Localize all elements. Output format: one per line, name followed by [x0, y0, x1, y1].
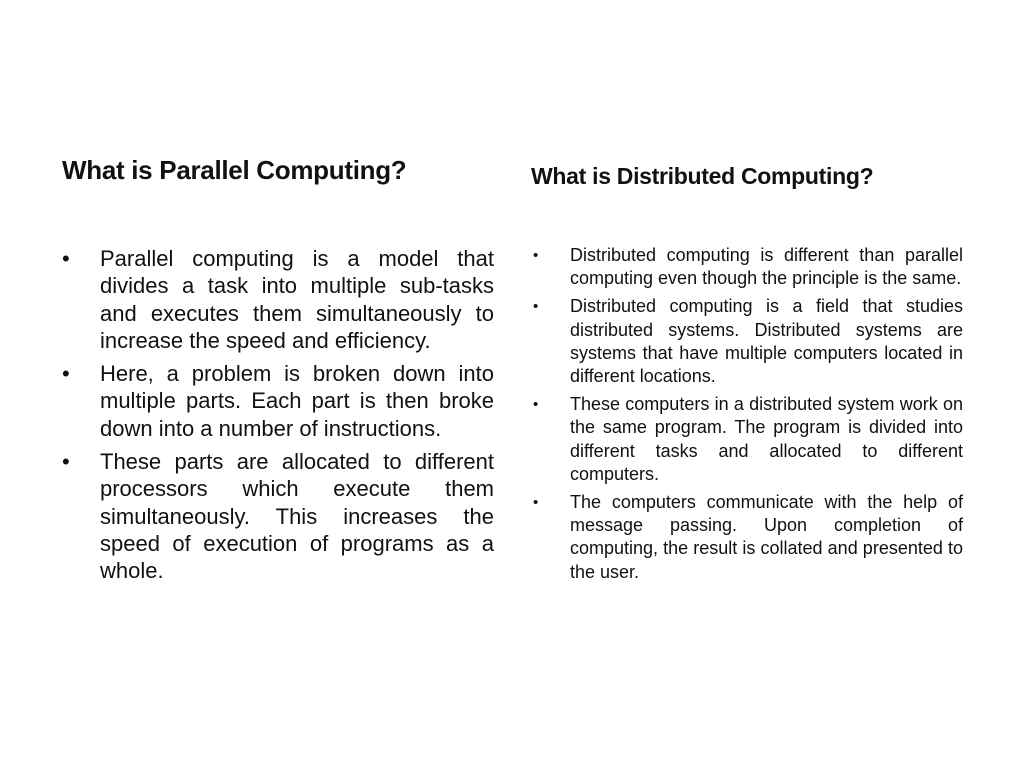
list-item: [62, 448, 494, 584]
distributed-computing-list: [531, 244, 963, 589]
bullet-icon: •: [533, 247, 539, 264]
list-item: [62, 245, 494, 354]
bullet-icon: •: [533, 494, 539, 512]
list-item-text: The computers communicate with the help of message passing. Upon completion of computing, the result is collated and presented to the user.: [570, 492, 963, 582]
list-item-text: These parts are allocated to different processors which execute them simultaneously. This increases the speed of execution of programs as a whole.: [100, 449, 494, 584]
bullet-icon: •: [62, 246, 70, 271]
list-item-text: Here, a problem is broken down into multiple parts. Each part is then broke down into a number of instructions.: [100, 361, 494, 441]
parallel-computing-list: [62, 245, 494, 591]
bullet-icon: •: [62, 361, 70, 387]
list-item-text: These computers in a distributed system work on the same program. The program is divided into different tasks and allocated to different computers.: [570, 394, 963, 484]
parallel-computing-heading: What is Parallel Computing?: [62, 155, 407, 185]
bullet-icon: •: [533, 396, 539, 414]
bullet-icon: •: [62, 449, 70, 475]
distributed-computing-heading: What is Distributed Computing?: [531, 163, 874, 189]
bullet-icon: •: [533, 298, 539, 316]
list-item: [531, 244, 963, 290]
list-item-text: Parallel computing is a model that divides a task into multiple sub-tasks and executes them simultaneously to increase the speed and efficiency.: [100, 246, 494, 353]
list-item: [531, 295, 963, 388]
list-item-text: Distributed computing is different than parallel computing even though the principle is the same.: [570, 245, 963, 289]
list-item: [531, 491, 963, 584]
list-item: [62, 360, 494, 442]
list-item: [531, 393, 963, 486]
list-item-text: Distributed computing is a field that studies distributed systems. Distributed systems are systems that have multiple computers located in different locations.: [570, 296, 963, 387]
